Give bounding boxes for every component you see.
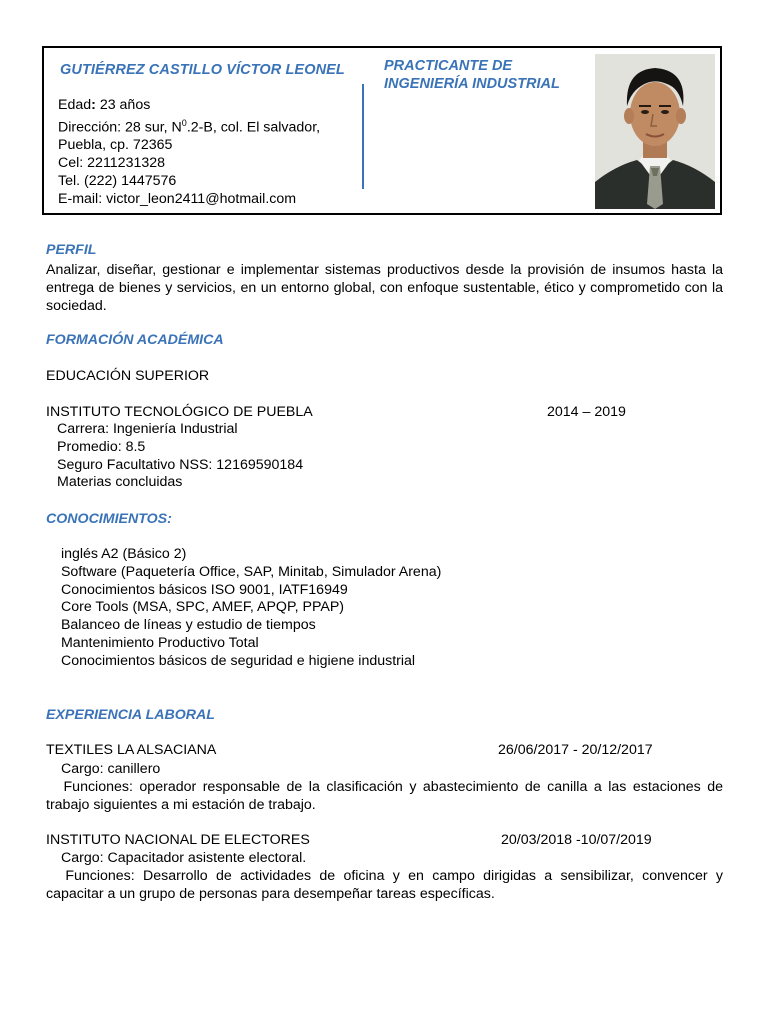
job-dates: 26/06/2017 - 20/12/2017 [498, 742, 653, 758]
list-item [46, 653, 441, 671]
education-details [46, 421, 303, 492]
education-item: Promedio: 8.5 [57, 438, 146, 455]
header-box [42, 46, 722, 215]
cel-line: Cel: 2211231328 [58, 155, 166, 172]
education-item: Seguro Facultativo NSS: 12169590184 [57, 456, 304, 473]
address-line-2: Puebla, cp. 72365 [58, 137, 173, 154]
job-title-line-2: INGENIERÍA INDUSTRIAL [384, 75, 560, 92]
list-item [46, 599, 441, 617]
perfil-text: Analizar, diseñar, gestionar e implementar sistemas productivos desde la provisión de insumos hasta la entrega de bienes y servicios, en un entorno global, con enfoque sustentable, ético y comprometido con la sociedad. [46, 262, 723, 314]
skill-item: Core Tools (MSA, SPC, AMEF, APQP, PPAP) [60, 599, 345, 616]
skill-item: Mantenimiento Productivo Total [60, 634, 259, 651]
address-rest: .2-B, col. El salvador, [186, 119, 321, 136]
address-superscript: 0 [181, 117, 187, 128]
experiencia-title: EXPERIENCIA LABORAL [46, 707, 215, 723]
conocimientos-title: CONOCIMIENTOS: [46, 511, 172, 527]
job-title-line-1: PRACTICANTE DE [384, 58, 513, 74]
job-details [46, 761, 723, 814]
job-funciones: Funciones: operador responsable de la clasificación y abastecimiento de canilla a las estaciones de trabajo siguientes a mi estación de trabajo. [46, 778, 723, 813]
list-item [46, 635, 441, 653]
job-title [384, 58, 584, 93]
profile-photo [595, 54, 715, 209]
skill-item: Conocimientos básicos de seguridad e higiene industrial [60, 652, 416, 669]
skills-list [46, 546, 441, 671]
address-line [58, 115, 320, 138]
job-cargo: Cargo: Capacitador asistente electoral. [60, 850, 307, 866]
formacion-title: FORMACIÓN ACADÉMICA [46, 332, 224, 348]
list-item [46, 779, 723, 815]
job-cargo: Cargo: canillero [60, 761, 161, 777]
institution-name: INSTITUTO TECNOLÓGICO DE PUEBLA [46, 404, 313, 420]
list-item [46, 421, 303, 439]
list-item [46, 761, 723, 779]
email-line: E-mail: victor_leon2411@hotmail.com [58, 190, 297, 207]
job-dates: 20/03/2018 -10/07/2019 [501, 832, 652, 848]
education-level: EDUCACIÓN SUPERIOR [46, 368, 210, 384]
list-item [46, 617, 441, 635]
skill-item: inglés A2 (Básico 2) [60, 546, 187, 562]
list-item [46, 439, 303, 457]
education-item: Materias concluidas [57, 474, 183, 491]
age-value: 23 años [95, 97, 151, 113]
job-company: INSTITUTO NACIONAL DE ELECTORES [46, 832, 310, 848]
age-line: Edad: 23 años [58, 97, 151, 113]
skill-item: Conocimientos básicos ISO 9001, IATF16949 [60, 581, 348, 598]
skill-item: Software (Paquetería Office, SAP, Minitab, Simulador Arena) [60, 563, 442, 580]
list-item [46, 868, 723, 904]
list-item [46, 546, 441, 564]
list-item [46, 474, 303, 492]
job-details [46, 850, 723, 903]
address-label: Dirección: 28 sur, N [58, 119, 182, 136]
skill-item: Balanceo de líneas y estudio de tiempos [60, 617, 316, 634]
list-item [46, 850, 723, 868]
education-item: Carrera: Ingeniería Industrial [57, 421, 238, 437]
job-funciones: Funciones: Desarrollo de actividades de oficina y en campo dirigidas a sensibilizar, convencer y capacitar a un grupo de personas para desempeñar tareas específicas. [46, 867, 723, 902]
tel-line: Tel. (222) 1447576 [58, 172, 177, 189]
header-divider [362, 84, 364, 189]
job-company: TEXTILES LA ALSACIANA [46, 742, 217, 758]
list-item [46, 457, 303, 475]
list-item [46, 582, 441, 600]
education-years: 2014 – 2019 [547, 404, 626, 420]
age-label: Edad [58, 97, 92, 113]
list-item [46, 564, 441, 582]
candidate-name: GUTIÉRREZ CASTILLO VÍCTOR LEONEL [60, 62, 345, 78]
perfil-title: PERFIL [46, 242, 97, 258]
contact-block [58, 97, 320, 209]
